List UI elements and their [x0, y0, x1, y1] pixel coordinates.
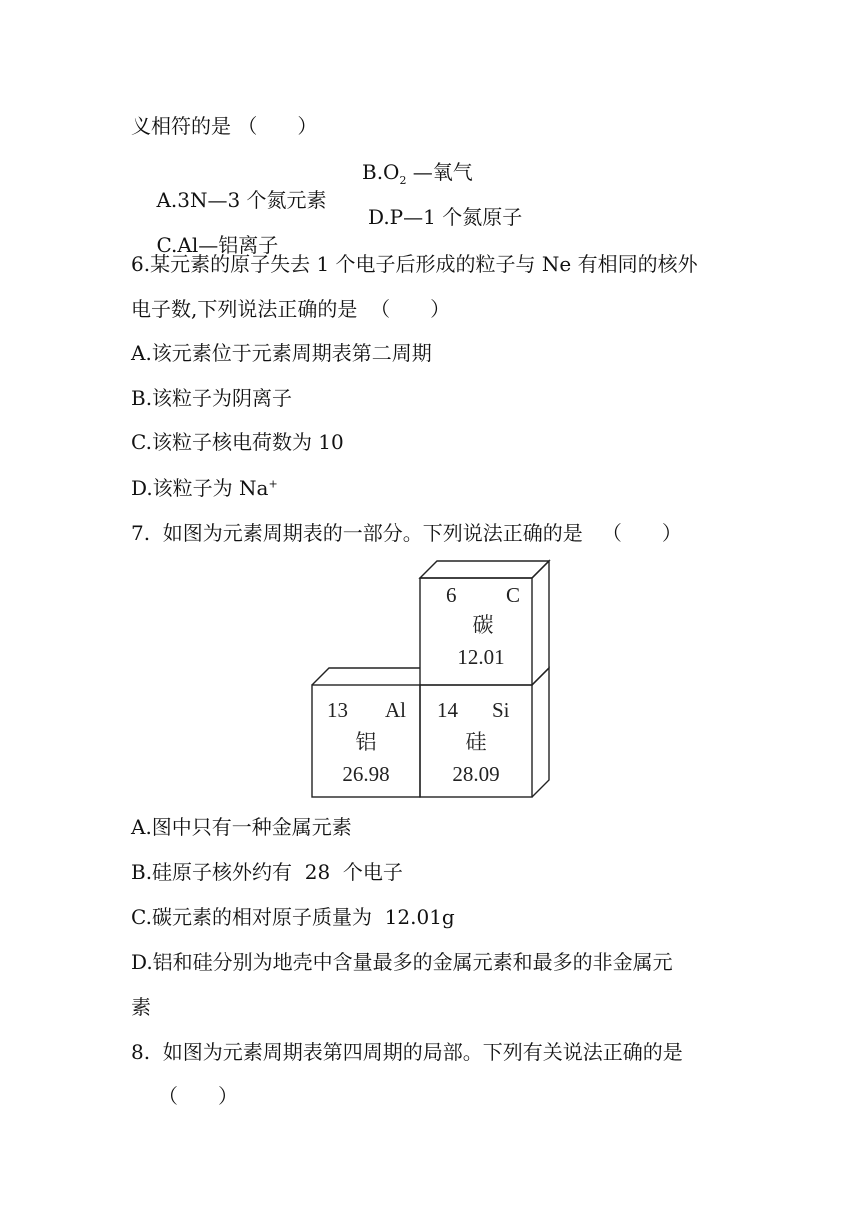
- silicon-atomic-number: 14: [437, 698, 458, 722]
- q7-stem: 7. 如图为元素周期表的一部分。下列说法正确的是 （ ）: [131, 521, 682, 545]
- q5-option-b-subscript: 2: [399, 174, 407, 187]
- q8-stem: 8. 如图为元素周期表第四周期的局部。下列有关说法正确的是: [131, 1040, 683, 1064]
- silicon-atomic-mass: 28.09: [452, 762, 500, 786]
- q6-option-a: A.该元素位于元素周期表第二周期: [131, 341, 432, 365]
- aluminium-cell-top-face: [312, 668, 420, 685]
- q5-option-d: D.P—1 个氮原子: [368, 205, 523, 229]
- q7-option-a: A.图中只有一种金属元素: [131, 815, 352, 839]
- q6-option-b: B.该粒子为阴离子: [131, 386, 293, 410]
- silicon-symbol: Si: [492, 698, 510, 722]
- carbon-symbol: C: [506, 583, 521, 607]
- aluminium-cell-front-face: [312, 685, 420, 797]
- q6-option-d-text: D.该粒子为 Na: [131, 476, 269, 500]
- q6-option-d: [131, 474, 278, 502]
- carbon-atomic-mass: 12.01: [457, 645, 505, 669]
- carbon-cell-front-face: [420, 578, 532, 685]
- periodic-table-labels: [327, 583, 520, 786]
- carbon-name: 碳: [472, 613, 494, 637]
- silicon-name: 硅: [465, 730, 487, 754]
- q6-stem-line-1: 6.某元素的原子失去 1 个电子后形成的粒子与 Ne 有相同的核外: [131, 252, 698, 276]
- aluminium-atomic-number: 13: [327, 698, 348, 722]
- q5-option-b-prefix: B.O: [362, 160, 400, 184]
- aluminium-symbol: Al: [385, 698, 406, 722]
- q6-option-c: C.该粒子核电荷数为 10: [131, 430, 344, 454]
- q7-option-d-line-1: D.铝和硅分别为地壳中含量最多的金属元素和最多的非金属元: [131, 950, 673, 974]
- aluminium-name: 铝: [355, 730, 377, 754]
- q5-option-b: [362, 158, 473, 186]
- carbon-atomic-number: 6: [446, 583, 457, 607]
- carbon-cell-side-face: [532, 561, 549, 685]
- q7-option-b: B.硅原子核外约有 28 个电子: [131, 860, 403, 884]
- silicon-cell-side-face: [532, 668, 549, 797]
- q5-stem-tail: 义相符的是 （ ）: [131, 114, 318, 138]
- q5-option-b-suffix: —氧气: [406, 160, 473, 184]
- silicon-cell-front-face: [420, 685, 532, 797]
- q8-answer-parentheses: （ ）: [158, 1084, 238, 1108]
- carbon-cell-top-face: [420, 561, 549, 578]
- aluminium-atomic-mass: 26.98: [342, 762, 390, 786]
- q6-option-d-superscript: +: [268, 477, 278, 491]
- q7-option-d-line-2: 素: [131, 995, 151, 1019]
- q5-option-c: C.Al—铝离子: [156, 233, 279, 257]
- q6-stem-line-2: 电子数,下列说法正确的是 （ ）: [131, 297, 451, 321]
- q7-option-c: C.碳元素的相对原子质量为 12.01g: [131, 905, 455, 929]
- q5-option-a: A.3N—3 个氮元素: [156, 188, 327, 212]
- periodic-table-cell-outlines: [312, 561, 549, 797]
